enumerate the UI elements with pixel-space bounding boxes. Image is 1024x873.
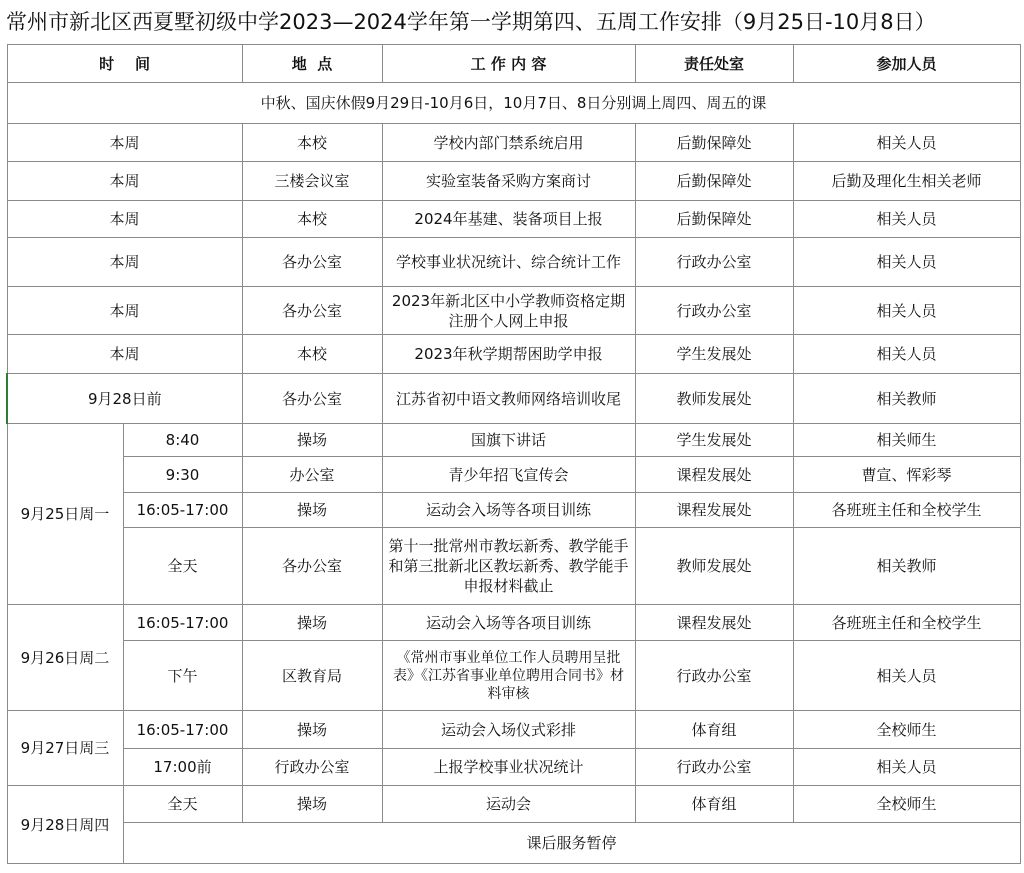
cell-people: 相关人员: [793, 641, 1020, 711]
cell-place: 操场: [242, 605, 382, 641]
cell-place: 行政办公室: [242, 749, 382, 786]
cell-people: 相关师生: [793, 424, 1020, 457]
table-row: [7, 162, 1020, 201]
cell-dept: 课程发展处: [635, 605, 793, 641]
cell-content: 实验室装备采购方案商讨: [382, 162, 635, 201]
table-row: [7, 335, 1020, 374]
cell-day: 9月25日周一: [7, 424, 123, 605]
header-content: 工 作 内 容: [382, 45, 635, 83]
cell-people: 相关人员: [793, 335, 1020, 374]
cell-place: 各办公室: [242, 374, 382, 424]
cell-content: 上报学校事业状况统计: [382, 749, 635, 786]
header-dept: 责任处室: [635, 45, 793, 83]
cell-dept: 体育组: [635, 786, 793, 823]
header-place: 地 点: [242, 45, 382, 83]
cell-content: 青少年招飞宣传会: [382, 457, 635, 493]
cell-content: 2023年秋学期帮困助学申报: [382, 335, 635, 374]
cell-day: 9月27日周三: [7, 711, 123, 786]
cell-time: 9:30: [123, 457, 242, 493]
table-row: [7, 457, 1020, 493]
table-row: [7, 786, 1020, 823]
table-row: [7, 528, 1020, 605]
cell-content: 运动会入场等各项目训练: [382, 493, 635, 528]
cell-people: 相关教师: [793, 528, 1020, 605]
cell-time: 16:05-17:00: [123, 493, 242, 528]
cell-place: 三楼会议室: [242, 162, 382, 201]
cell-time: 本周: [7, 238, 242, 287]
table-row: [7, 201, 1020, 238]
cell-time: 本周: [7, 335, 242, 374]
table-row: [7, 605, 1020, 641]
table-row: [7, 641, 1020, 711]
cell-dept: 后勤保障处: [635, 162, 793, 201]
cell-dept: 行政办公室: [635, 641, 793, 711]
cell-people: 相关人员: [793, 749, 1020, 786]
cell-place: 本校: [242, 124, 382, 162]
cell-time: 17:00前: [123, 749, 242, 786]
cell-content: 学校内部门禁系统启用: [382, 124, 635, 162]
cell-time: 本周: [7, 201, 242, 238]
cell-dept: 学生发展处: [635, 335, 793, 374]
table-row: [7, 374, 1020, 424]
cell-time: 本周: [7, 124, 242, 162]
cell-people: 相关人员: [793, 287, 1020, 335]
cell-people: 相关人员: [793, 124, 1020, 162]
notice-row: [7, 83, 1020, 124]
cell-place: 各办公室: [242, 528, 382, 605]
cell-content: 学校事业状况统计、综合统计工作: [382, 238, 635, 287]
cell-place: 各办公室: [242, 287, 382, 335]
cell-dept: 后勤保障处: [635, 124, 793, 162]
cell-content: 运动会入场等各项目训练: [382, 605, 635, 641]
cell-content: 江苏省初中语文教师网络培训收尾: [382, 374, 635, 424]
cell-people: 后勤及理化生相关老师: [793, 162, 1020, 201]
cell-time: 16:05-17:00: [123, 605, 242, 641]
cell-people: 相关人员: [793, 201, 1020, 238]
cell-dept: 课程发展处: [635, 457, 793, 493]
header-people: 参加人员: [793, 45, 1020, 83]
cell-dept: 行政办公室: [635, 287, 793, 335]
cell-content: 第十一批常州市教坛新秀、教学能手和第三批新北区教坛新秀、教学能手申报材料截止: [382, 528, 635, 605]
cell-people: 全校师生: [793, 786, 1020, 823]
cell-content: 2023年新北区中小学教师资格定期注册个人网上申报: [382, 287, 635, 335]
cell-time: 下午: [123, 641, 242, 711]
cell-content: 国旗下讲话: [382, 424, 635, 457]
cell-people: 曹宣、恽彩琴: [793, 457, 1020, 493]
cell-time: 16:05-17:00: [123, 711, 242, 749]
table-row: [7, 823, 1020, 864]
table-row: [7, 711, 1020, 749]
cell-dept: 教师发展处: [635, 374, 793, 424]
cell-dept: 后勤保障处: [635, 201, 793, 238]
cell-place: 本校: [242, 335, 382, 374]
cell-day: 9月26日周二: [7, 605, 123, 711]
cell-time: 全天: [123, 786, 242, 823]
cell-place: 操场: [242, 786, 382, 823]
cell-people: 各班班主任和全校学生: [793, 493, 1020, 528]
schedule-table: [6, 44, 1021, 864]
table-row: [7, 424, 1020, 457]
cell-people: 相关教师: [793, 374, 1020, 424]
cell-dept: 教师发展处: [635, 528, 793, 605]
cell-day: 9月28日周四: [7, 786, 123, 864]
cell-dept: 学生发展处: [635, 424, 793, 457]
cell-people: 全校师生: [793, 711, 1020, 749]
cell-dept: 课程发展处: [635, 493, 793, 528]
cell-place: 操场: [242, 711, 382, 749]
header-time: 时 间: [7, 45, 242, 83]
holiday-notice: 中秋、国庆休假9月29日-10月6日，10月7日、8日分别调上周四、周五的课: [7, 83, 1020, 124]
header-row: [7, 45, 1020, 83]
cell-place: 办公室: [242, 457, 382, 493]
after-school-note: 课后服务暂停: [123, 823, 1020, 864]
cell-dept: 行政办公室: [635, 238, 793, 287]
table-row: [7, 238, 1020, 287]
page-title: 常州市新北区西夏墅初级中学2023—2024学年第一学期第四、五周工作安排（9月25日-10月8日）: [6, 10, 936, 34]
cell-dept: 体育组: [635, 711, 793, 749]
table-row: [7, 287, 1020, 335]
cell-time: 本周: [7, 162, 242, 201]
cell-time: 全天: [123, 528, 242, 605]
cell-place: 操场: [242, 493, 382, 528]
cell-time: 8:40: [123, 424, 242, 457]
cell-people: 各班班主任和全校学生: [793, 605, 1020, 641]
cell-content: 运动会入场仪式彩排: [382, 711, 635, 749]
cell-place: 操场: [242, 424, 382, 457]
cell-place: 各办公室: [242, 238, 382, 287]
table-row: [7, 749, 1020, 786]
cell-time: 9月28日前: [7, 374, 242, 424]
cell-place: 区教育局: [242, 641, 382, 711]
cell-time: 本周: [7, 287, 242, 335]
table-row: [7, 493, 1020, 528]
cell-place: 本校: [242, 201, 382, 238]
cell-people: 相关人员: [793, 238, 1020, 287]
cell-content: 2024年基建、装备项目上报: [382, 201, 635, 238]
cell-content: 《常州市事业单位工作人员聘用呈批表》《江苏省事业单位聘用合同书》材料审核: [382, 641, 635, 711]
table-row: [7, 124, 1020, 162]
cell-dept: 行政办公室: [635, 749, 793, 786]
cell-content: 运动会: [382, 786, 635, 823]
